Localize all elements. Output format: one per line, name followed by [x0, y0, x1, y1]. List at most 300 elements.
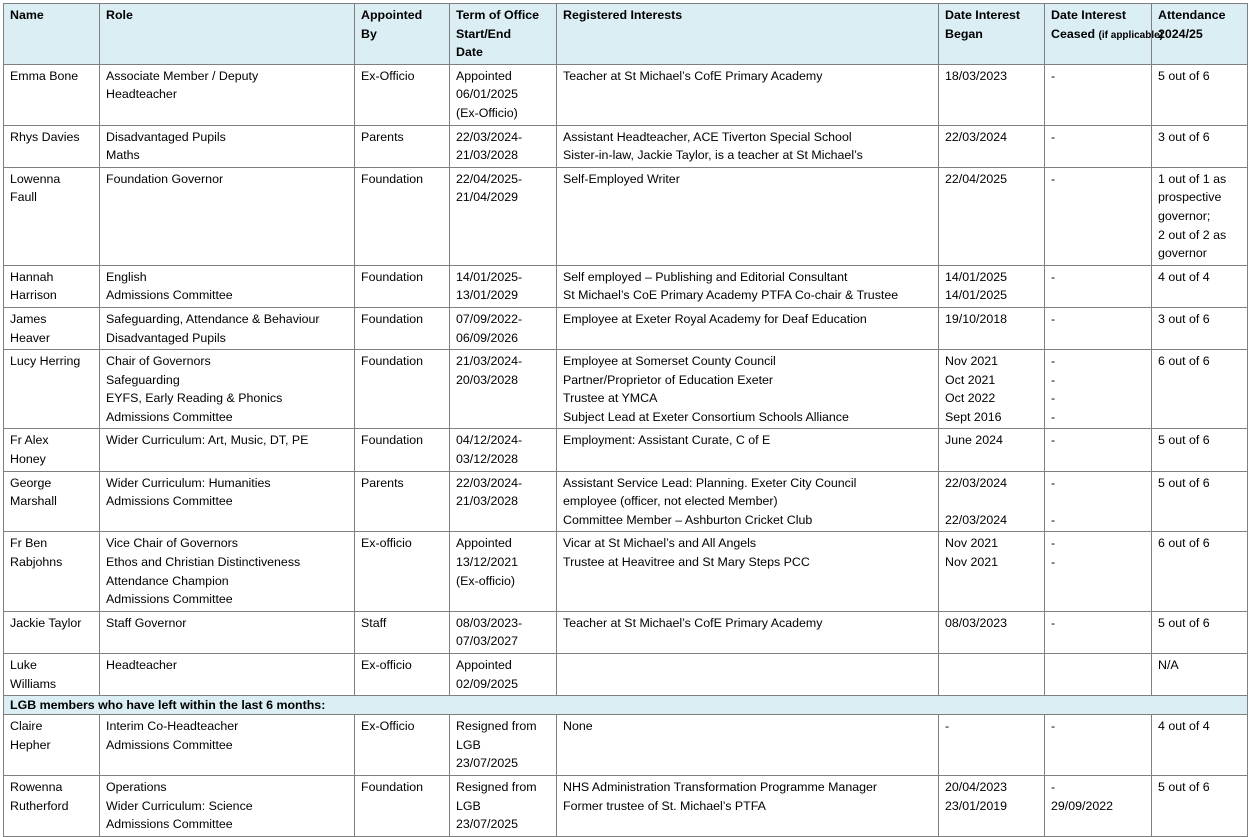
cell-interests — [557, 64, 939, 125]
attendance-line: 5 out of 6 — [1158, 68, 1210, 83]
name-line: Jackie Taylor — [10, 615, 82, 630]
cell-appointed-by — [355, 64, 450, 125]
term-line: 04/12/2024- — [456, 433, 523, 448]
cell-appointed-by — [355, 307, 450, 349]
appointed-by-text: Ex-officio — [361, 658, 412, 672]
cell-name — [4, 715, 100, 776]
cell-interests — [557, 715, 939, 776]
cell-date-ceased — [1045, 64, 1152, 125]
appointed-by-text: Ex-Officio — [361, 68, 415, 83]
role-line: Wider Curriculum: Art, Music, DT, PE — [106, 433, 309, 448]
date-ceased-line: - — [1051, 512, 1056, 527]
term-line: (Ex-Officio) — [456, 105, 518, 120]
date-began-line — [945, 492, 1038, 511]
cell-appointed-by — [355, 654, 450, 696]
date-began-line: 22/03/2024 — [945, 475, 1008, 490]
attendance-line: prospective — [1158, 190, 1222, 205]
cell-interests — [557, 167, 939, 265]
name-line: Lucy Herring — [10, 354, 81, 369]
cell-term — [450, 307, 557, 349]
term-line: 20/03/2028 — [456, 372, 519, 387]
term-line: 21/03/2024- — [456, 354, 523, 369]
attendance-line: 6 out of 6 — [1158, 354, 1210, 369]
cell-date-ceased — [1045, 775, 1152, 836]
term-line: Resigned from — [456, 719, 537, 734]
name-line: Williams — [10, 676, 57, 691]
interests-line: employee (officer, not elected Member) — [563, 494, 778, 509]
cell-role — [100, 429, 355, 471]
attendance-line: 6 out of 6 — [1158, 536, 1210, 551]
cell-interests — [557, 471, 939, 532]
attendance-line: 5 out of 6 — [1158, 475, 1210, 490]
role-line: Safeguarding, Attendance & Behaviour — [106, 311, 320, 326]
cell-interests — [557, 265, 939, 307]
name-line: Faull — [10, 190, 37, 205]
interests-line: Subject Lead at Exeter Consortium Schools Alliance — [563, 409, 849, 424]
table-row — [4, 775, 1248, 836]
cell-role — [100, 350, 355, 429]
date-ceased-line: - — [1051, 269, 1056, 284]
role-line: English — [106, 269, 147, 284]
cell-appointed-by — [355, 167, 450, 265]
table-row — [4, 350, 1248, 429]
name-line: Rabjohns — [10, 555, 63, 570]
cell-name — [4, 307, 100, 349]
name-line: Emma Bone — [10, 68, 79, 83]
role-line: Operations — [106, 779, 167, 794]
date-began-line: Oct 2021 — [945, 372, 996, 387]
term-line: 02/09/2025 — [456, 676, 519, 691]
table-row — [4, 167, 1248, 265]
role-line: Admissions Committee — [106, 592, 233, 607]
term-line: 06/09/2026 — [456, 330, 519, 345]
cell-interests — [557, 125, 939, 167]
cell-interests — [557, 611, 939, 653]
date-began-line: Sept 2016 — [945, 409, 1002, 424]
role-line: Admissions Committee — [106, 494, 233, 509]
role-line: Disadvantaged Pupils — [106, 330, 226, 345]
cell-name — [4, 429, 100, 471]
table-row — [4, 429, 1248, 471]
cell-name — [4, 265, 100, 307]
role-line: Wider Curriculum: Humanities — [106, 475, 271, 490]
table-row — [4, 654, 1248, 696]
interests-line: Teacher at St Michael’s CofE Primary Academy — [563, 68, 823, 83]
cell-term — [450, 429, 557, 471]
cell-name — [4, 654, 100, 696]
cell-attendance — [1152, 350, 1248, 429]
cell-term — [450, 265, 557, 307]
name-line: George — [10, 475, 52, 490]
cell-attendance — [1152, 125, 1248, 167]
cell-date-began — [939, 265, 1045, 307]
date-ceased-line: - — [1051, 171, 1056, 186]
cell-date-began — [939, 471, 1045, 532]
date-began-line: 14/01/2025 — [945, 269, 1008, 284]
cell-role — [100, 654, 355, 696]
cell-attendance — [1152, 64, 1248, 125]
name-line: Lowenna — [10, 171, 61, 186]
cell-date-began — [939, 125, 1045, 167]
cell-date-began — [939, 307, 1045, 349]
header-term: Term of Office Start/End Date — [450, 4, 557, 65]
date-ceased-line: - — [1051, 555, 1056, 570]
term-line: 13/12/2021 — [456, 555, 519, 570]
name-line: Claire — [10, 719, 43, 734]
attendance-line: N/A — [1158, 658, 1179, 672]
cell-interests — [557, 654, 939, 696]
role-line: Staff Governor — [106, 615, 187, 630]
cell-name — [4, 775, 100, 836]
cell-interests — [557, 775, 939, 836]
date-began-line: Nov 2021 — [945, 354, 999, 369]
cell-term — [450, 350, 557, 429]
interests-line: Teacher at St Michael’s CofE Primary Academy — [563, 615, 823, 630]
date-ceased-line: - — [1051, 719, 1056, 734]
cell-date-ceased — [1045, 429, 1152, 471]
table-row — [4, 307, 1248, 349]
cell-name — [4, 350, 100, 429]
appointed-by-text: Foundation — [361, 433, 424, 448]
role-line: Maths — [106, 148, 140, 163]
header-name: Name — [4, 4, 100, 65]
name-line: Fr Alex — [10, 433, 49, 448]
appointed-by-text: Foundation — [361, 311, 424, 326]
name-line: Luke — [10, 658, 37, 672]
term-line: 03/12/2028 — [456, 452, 519, 467]
name-line: Harrison — [10, 288, 57, 303]
interests-line: Employee at Exeter Royal Academy for Deaf Education — [563, 311, 867, 326]
appointed-by-text: Ex-officio — [361, 536, 412, 551]
term-line: 21/03/2028 — [456, 494, 519, 509]
role-line: Wider Curriculum: Science — [106, 798, 253, 813]
attendance-line: 5 out of 6 — [1158, 615, 1210, 630]
cell-date-began — [939, 167, 1045, 265]
cell-date-ceased — [1045, 125, 1152, 167]
interests-line: Employee at Somerset County Council — [563, 354, 776, 369]
governors-interests-table — [3, 3, 1248, 837]
term-line: 07/09/2022- — [456, 311, 523, 326]
date-ceased-line: - — [1051, 475, 1056, 490]
date-began-line: Nov 2021 — [945, 555, 999, 570]
table-row — [4, 532, 1248, 611]
section-left-members: LGB members who have left within the last 6 months: — [4, 696, 1248, 715]
interests-line: Assistant Service Lead: Planning. Exeter City Council — [563, 475, 857, 490]
cell-appointed-by — [355, 775, 450, 836]
cell-name — [4, 64, 100, 125]
date-began-line: 18/03/2023 — [945, 68, 1008, 83]
date-began-line: June 2024 — [945, 433, 1003, 448]
header-appointed-by: Appointed By — [355, 4, 450, 65]
date-began-line: 08/03/2023 — [945, 615, 1008, 630]
attendance-line: governor; — [1158, 208, 1211, 223]
section-body — [4, 696, 1248, 715]
cell-role — [100, 307, 355, 349]
name-line: Rutherford — [10, 798, 69, 813]
cell-date-began — [939, 611, 1045, 653]
role-line: Ethos and Christian Distinctiveness — [106, 555, 301, 570]
attendance-line: 3 out of 6 — [1158, 129, 1210, 144]
cell-role — [100, 265, 355, 307]
term-line: 23/07/2025 — [456, 756, 519, 771]
date-ceased-line: - — [1051, 433, 1056, 448]
cell-role — [100, 471, 355, 532]
cell-term — [450, 64, 557, 125]
attendance-line: 4 out of 4 — [1158, 719, 1210, 734]
date-began-line: 23/01/2019 — [945, 798, 1008, 813]
cell-attendance — [1152, 775, 1248, 836]
attendance-line: 5 out of 6 — [1158, 779, 1210, 794]
role-line: Disadvantaged Pupils — [106, 129, 226, 144]
interests-line: Assistant Headteacher, ACE Tiverton Special School — [563, 129, 852, 144]
cell-term — [450, 654, 557, 696]
cell-role — [100, 64, 355, 125]
term-line: 13/01/2029 — [456, 288, 519, 303]
name-line: Honey — [10, 452, 46, 467]
cell-date-began — [939, 775, 1045, 836]
term-line: 07/03/2027 — [456, 634, 519, 649]
cell-role — [100, 611, 355, 653]
cell-appointed-by — [355, 350, 450, 429]
cell-term — [450, 125, 557, 167]
date-began-line: 19/10/2018 — [945, 311, 1008, 326]
term-line: Appointed — [456, 536, 512, 551]
interests-line: None — [563, 719, 593, 734]
name-line: Rhys Davies — [10, 129, 80, 144]
cell-term — [450, 167, 557, 265]
cell-role — [100, 125, 355, 167]
date-ceased-line: - — [1051, 536, 1056, 551]
cell-attendance — [1152, 167, 1248, 265]
cell-date-began — [939, 64, 1045, 125]
role-line: Vice Chair of Governors — [106, 536, 238, 551]
table-row — [4, 64, 1248, 125]
cell-date-began — [939, 532, 1045, 611]
cell-appointed-by — [355, 532, 450, 611]
cell-appointed-by — [355, 611, 450, 653]
cell-appointed-by — [355, 265, 450, 307]
cell-name — [4, 611, 100, 653]
date-began-line: Nov 2021 — [945, 536, 999, 551]
attendance-line: 1 out of 1 as — [1158, 171, 1227, 186]
attendance-line: 4 out of 4 — [1158, 269, 1210, 284]
date-ceased-line: - — [1051, 68, 1056, 83]
cell-appointed-by — [355, 429, 450, 471]
date-began-line: 22/03/2024 — [945, 129, 1008, 144]
cell-date-ceased — [1045, 654, 1152, 696]
role-line: Admissions Committee — [106, 817, 233, 832]
interests-line: Self-Employed Writer — [563, 171, 680, 186]
cell-term — [450, 611, 557, 653]
appointed-by-text: Parents — [361, 129, 404, 144]
section-row — [4, 696, 1248, 715]
date-began-line: 20/04/2023 — [945, 779, 1008, 794]
cell-interests — [557, 307, 939, 349]
role-line: EYFS, Early Reading & Phonics — [106, 391, 283, 406]
name-line: Hannah — [10, 269, 54, 284]
term-line: 08/03/2023- — [456, 615, 523, 630]
header-interests: Registered Interests — [557, 4, 939, 65]
table-row — [4, 265, 1248, 307]
attendance-line: governor — [1158, 246, 1207, 261]
cell-appointed-by — [355, 715, 450, 776]
header-ceased: Date Interest Ceased (if applicable) — [1045, 4, 1152, 65]
appointed-by-text: Ex-Officio — [361, 719, 415, 734]
interests-line: Employment: Assistant Curate, C of E — [563, 433, 771, 448]
date-ceased-line: - — [1051, 129, 1056, 144]
term-line: 21/03/2028 — [456, 148, 519, 163]
term-line: Appointed — [456, 68, 512, 83]
cell-date-began — [939, 350, 1045, 429]
date-ceased-line: - — [1051, 615, 1056, 630]
cell-name — [4, 167, 100, 265]
term-line: 23/07/2025 — [456, 817, 519, 832]
cell-appointed-by — [355, 125, 450, 167]
cell-attendance — [1152, 532, 1248, 611]
date-ceased-line: - — [1051, 391, 1056, 406]
cell-attendance — [1152, 471, 1248, 532]
date-began-line: 22/03/2024 — [945, 512, 1008, 527]
name-line: Rowenna — [10, 779, 63, 794]
interests-line: Sister-in-law, Jackie Taylor, is a teacher at St Michael’s — [563, 148, 863, 163]
interests-line: Trustee at YMCA — [563, 391, 658, 406]
role-line: Safeguarding — [106, 372, 180, 387]
cell-date-ceased — [1045, 471, 1152, 532]
appointed-by-text: Staff — [361, 615, 387, 630]
date-ceased-line: - — [1051, 311, 1056, 326]
term-line: Appointed — [456, 658, 512, 672]
attendance-line: 2 out of 2 as — [1158, 227, 1227, 242]
role-line: Attendance Champion — [106, 573, 229, 588]
table-row — [4, 611, 1248, 653]
term-line: 22/04/2025- — [456, 171, 523, 186]
cell-attendance — [1152, 429, 1248, 471]
cell-attendance — [1152, 654, 1248, 696]
cell-appointed-by — [355, 471, 450, 532]
interests-line: Trustee at Heavitree and St Mary Steps PCC — [563, 555, 810, 570]
date-ceased-line — [1051, 492, 1145, 511]
cell-term — [450, 715, 557, 776]
cell-attendance — [1152, 307, 1248, 349]
date-ceased-line: - — [1051, 372, 1056, 387]
cell-date-ceased — [1045, 307, 1152, 349]
date-began-line: Oct 2022 — [945, 391, 996, 406]
appointed-by-text: Foundation — [361, 354, 424, 369]
cell-date-ceased — [1045, 350, 1152, 429]
cell-term — [450, 775, 557, 836]
term-line: (Ex-officio) — [456, 573, 515, 588]
interests-line: Vicar at St Michael’s and All Angels — [563, 536, 757, 551]
interests-line: NHS Administration Transformation Programme Manager — [563, 779, 878, 794]
cell-attendance — [1152, 715, 1248, 776]
date-began-line: 14/01/2025 — [945, 288, 1008, 303]
cell-date-ceased — [1045, 265, 1152, 307]
name-line: Marshall — [10, 494, 57, 509]
role-line: Foundation Governor — [106, 171, 224, 186]
term-line: 14/01/2025- — [456, 269, 523, 284]
interests-line: Committee Member – Ashburton Cricket Club — [563, 512, 813, 527]
appointed-by-text: Foundation — [361, 171, 424, 186]
role-line: Headteacher — [106, 87, 177, 102]
cell-role — [100, 532, 355, 611]
cell-term — [450, 532, 557, 611]
cell-date-ceased — [1045, 611, 1152, 653]
appointed-by-text: Parents — [361, 475, 404, 490]
date-began-line: - — [945, 719, 950, 734]
term-line: LGB — [456, 798, 481, 813]
table-row — [4, 471, 1248, 532]
cell-date-began — [939, 715, 1045, 776]
cell-interests — [557, 429, 939, 471]
cell-role — [100, 167, 355, 265]
role-line: Headteacher — [106, 658, 177, 672]
cell-term — [450, 471, 557, 532]
cell-attendance — [1152, 265, 1248, 307]
role-line: Chair of Governors — [106, 354, 211, 369]
name-line: Heaver — [10, 330, 50, 345]
cell-date-ceased — [1045, 532, 1152, 611]
members-body — [4, 64, 1248, 695]
role-line: Associate Member / Deputy — [106, 68, 259, 83]
appointed-by-text: Foundation — [361, 269, 424, 284]
header-row — [4, 4, 1248, 65]
date-ceased-line: - — [1051, 779, 1056, 794]
cell-name — [4, 471, 100, 532]
date-ceased-line: 29/09/2022 — [1051, 798, 1114, 813]
interests-line: Former trustee of St. Michael’s PTFA — [563, 798, 766, 813]
header-attendance: Attendance 2024/25 — [1152, 4, 1248, 65]
term-line: 06/01/2025 — [456, 87, 519, 102]
role-line: Interim Co-Headteacher — [106, 719, 239, 734]
attendance-line: 5 out of 6 — [1158, 433, 1210, 448]
left-members-body — [4, 715, 1248, 837]
cell-date-began — [939, 429, 1045, 471]
interests-line: St Michael’s CoE Primary Academy PTFA Co-chair & Trustee — [563, 288, 899, 303]
term-line: 22/03/2024- — [456, 129, 523, 144]
header-role: Role — [100, 4, 355, 65]
cell-role — [100, 775, 355, 836]
cell-name — [4, 125, 100, 167]
date-ceased-line: - — [1051, 409, 1056, 424]
name-line: Fr Ben — [10, 536, 48, 551]
role-line: Admissions Committee — [106, 737, 233, 752]
term-line: 21/04/2029 — [456, 190, 519, 205]
interests-line: Partner/Proprietor of Education Exeter — [563, 372, 774, 387]
cell-interests — [557, 350, 939, 429]
table-row — [4, 715, 1248, 776]
date-began-line: 22/04/2025 — [945, 171, 1008, 186]
role-line: Admissions Committee — [106, 409, 233, 424]
appointed-by-text: Foundation — [361, 779, 424, 794]
cell-date-ceased — [1045, 167, 1152, 265]
date-ceased-line: - — [1051, 354, 1056, 369]
cell-name — [4, 532, 100, 611]
name-line: James — [10, 311, 47, 326]
term-line: Resigned from — [456, 779, 537, 794]
role-line: Admissions Committee — [106, 288, 233, 303]
cell-date-ceased — [1045, 715, 1152, 776]
attendance-line: 3 out of 6 — [1158, 311, 1210, 326]
term-line: LGB — [456, 737, 481, 752]
cell-date-began — [939, 654, 1045, 696]
header-began: Date Interest Began — [939, 4, 1045, 65]
interests-line: Self employed – Publishing and Editorial Consultant — [563, 269, 848, 284]
term-line: 22/03/2024- — [456, 475, 523, 490]
table-row — [4, 125, 1248, 167]
cell-role — [100, 715, 355, 776]
cell-interests — [557, 532, 939, 611]
cell-attendance — [1152, 611, 1248, 653]
